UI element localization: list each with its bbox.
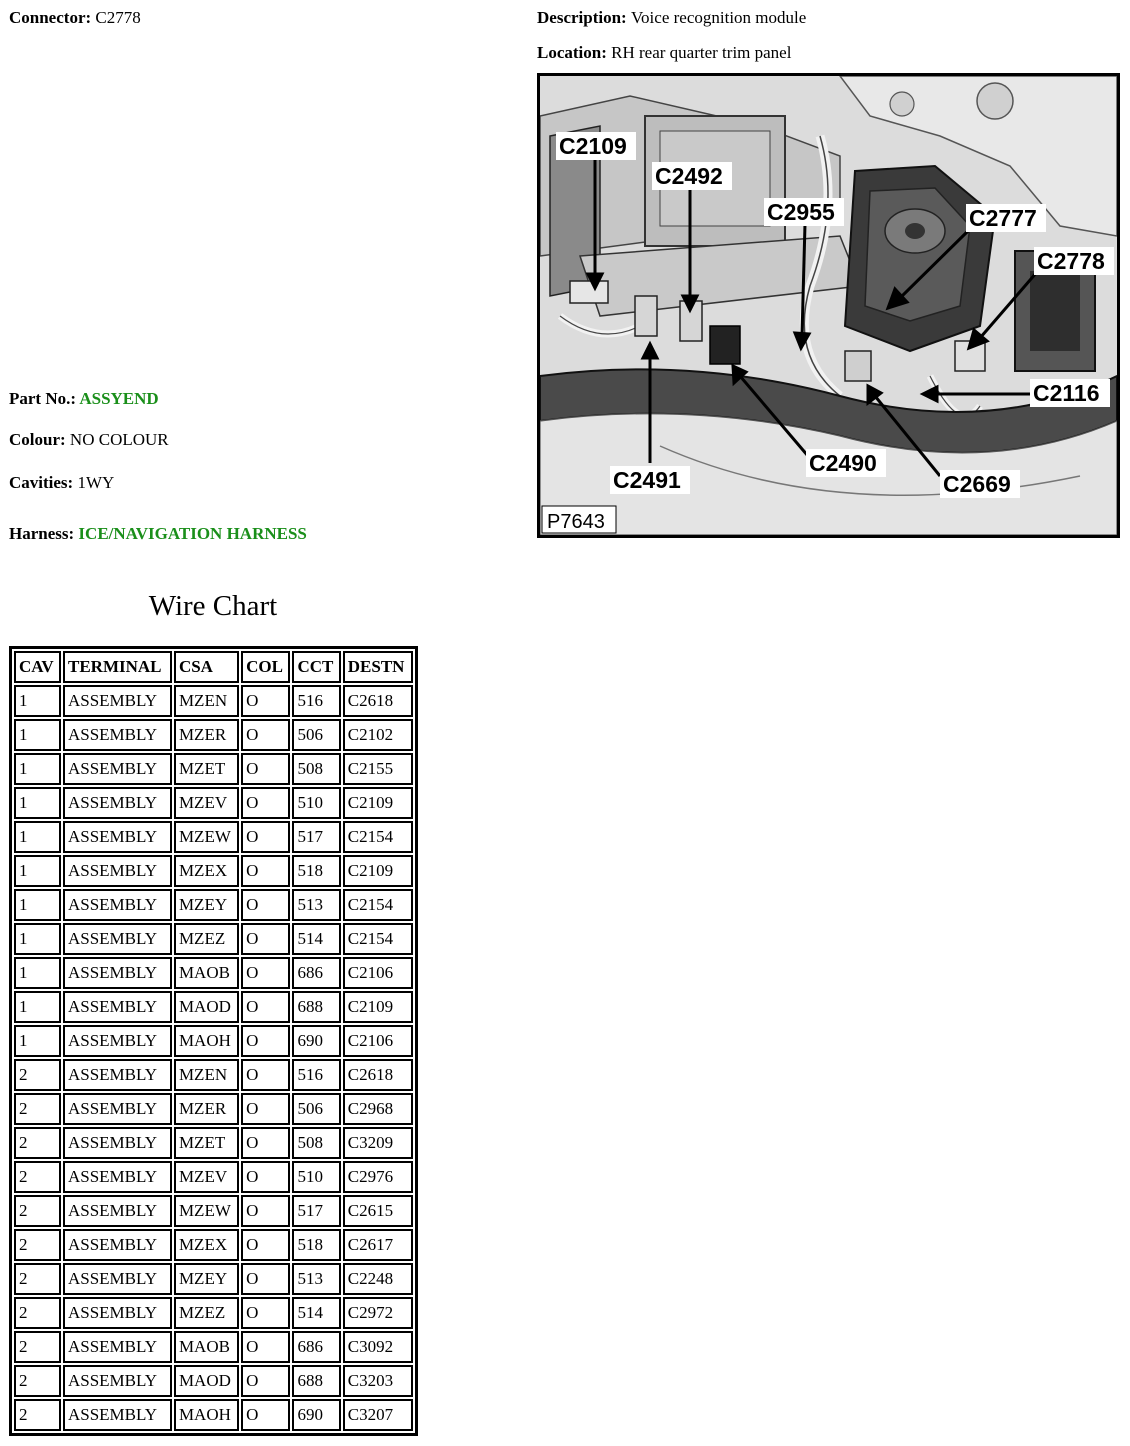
table-row — [14, 1229, 413, 1261]
cell-cav: 1 — [14, 685, 61, 717]
harness-link[interactable]: ICE/NAVIGATION HARNESS — [78, 524, 307, 543]
cell-col: O — [241, 719, 290, 751]
table-row — [14, 1195, 413, 1227]
cell-csa: MZEV — [174, 1161, 239, 1193]
cell-cct: 690 — [292, 1399, 340, 1431]
part-no-label: Part No.: — [9, 389, 77, 408]
column-header-terminal: TERMINAL — [63, 651, 172, 683]
cell-csa: MZET — [174, 1127, 239, 1159]
callout-c2777: C2777 — [969, 205, 1037, 231]
description-value: Voice recognition module — [630, 8, 807, 27]
cell-cct: 513 — [292, 889, 340, 921]
cell-terminal: ASSEMBLY — [63, 1093, 172, 1125]
cell-destn: C2155 — [343, 753, 413, 785]
cell-csa: MZEN — [174, 685, 239, 717]
table-row — [14, 753, 413, 785]
part-no-field — [9, 389, 159, 409]
colour-field — [9, 430, 169, 450]
cell-col: O — [241, 787, 290, 819]
cell-cav: 2 — [14, 1093, 61, 1125]
cell-destn: C2109 — [343, 855, 413, 887]
description-label: Description: — [537, 8, 627, 27]
table-row — [14, 1059, 413, 1091]
cell-destn: C3209 — [343, 1127, 413, 1159]
cell-col: O — [241, 1025, 290, 1057]
cell-cct: 690 — [292, 1025, 340, 1057]
table-row — [14, 889, 413, 921]
cell-cct: 506 — [292, 1093, 340, 1125]
cell-csa: MZEZ — [174, 1297, 239, 1329]
cell-csa: MZEY — [174, 1263, 239, 1295]
cell-destn: C3092 — [343, 1331, 413, 1363]
cell-terminal: ASSEMBLY — [63, 1365, 172, 1397]
cell-col: O — [241, 1229, 290, 1261]
cell-terminal: ASSEMBLY — [63, 1127, 172, 1159]
cell-csa: MAOD — [174, 1365, 239, 1397]
cell-col: O — [241, 889, 290, 921]
cell-destn: C2248 — [343, 1263, 413, 1295]
cell-destn: C2154 — [343, 821, 413, 853]
location-illustration — [540, 76, 1117, 535]
cell-cav: 1 — [14, 889, 61, 921]
cell-cav: 2 — [14, 1229, 61, 1261]
callout-c2778: C2778 — [1037, 248, 1105, 274]
connector-label: Connector: — [9, 8, 92, 27]
cell-cav: 1 — [14, 1025, 61, 1057]
table-row — [14, 855, 413, 887]
location-image — [537, 73, 1120, 538]
cell-destn: C2154 — [343, 923, 413, 955]
cell-col: O — [241, 1161, 290, 1193]
cell-csa: MZEY — [174, 889, 239, 921]
colour-value: NO COLOUR — [69, 430, 169, 449]
cell-cct: 510 — [292, 1161, 340, 1193]
cell-csa: MAOD — [174, 991, 239, 1023]
cell-cav: 1 — [14, 719, 61, 751]
cell-col: O — [241, 1127, 290, 1159]
cell-terminal: ASSEMBLY — [63, 1331, 172, 1363]
cell-terminal: ASSEMBLY — [63, 1059, 172, 1091]
cell-destn: C2972 — [343, 1297, 413, 1329]
cell-cav: 2 — [14, 1331, 61, 1363]
cell-cct: 506 — [292, 719, 340, 751]
cell-cct: 688 — [292, 991, 340, 1023]
cell-destn: C3203 — [343, 1365, 413, 1397]
harness-label: Harness: — [9, 524, 75, 543]
cell-col: O — [241, 1399, 290, 1431]
table-row — [14, 719, 413, 751]
cell-col: O — [241, 1331, 290, 1363]
cell-cav: 2 — [14, 1365, 61, 1397]
harness-field — [9, 524, 307, 544]
cell-cav: 1 — [14, 855, 61, 887]
cell-terminal: ASSEMBLY — [63, 821, 172, 853]
cell-destn: C2615 — [343, 1195, 413, 1227]
cell-csa: MAOH — [174, 1399, 239, 1431]
cell-csa: MZEW — [174, 1195, 239, 1227]
cell-col: O — [241, 821, 290, 853]
cell-cav: 1 — [14, 821, 61, 853]
cell-col: O — [241, 753, 290, 785]
cell-destn: C2102 — [343, 719, 413, 751]
cell-cct: 516 — [292, 685, 340, 717]
table-row — [14, 1399, 413, 1431]
cavities-field — [9, 473, 114, 493]
cavities-value: 1WY — [77, 473, 115, 492]
cell-terminal: ASSEMBLY — [63, 1195, 172, 1227]
location-field — [537, 43, 791, 63]
cell-terminal: ASSEMBLY — [63, 923, 172, 955]
cell-cct: 517 — [292, 821, 340, 853]
cell-cct: 517 — [292, 1195, 340, 1227]
cell-destn: C2618 — [343, 685, 413, 717]
cell-terminal: ASSEMBLY — [63, 889, 172, 921]
cell-col: O — [241, 1297, 290, 1329]
cell-cav: 1 — [14, 957, 61, 989]
cell-terminal: ASSEMBLY — [63, 1025, 172, 1057]
part-no-link[interactable]: ASSYEND — [79, 389, 159, 408]
cell-csa: MZET — [174, 753, 239, 785]
table-row — [14, 923, 413, 955]
cell-cct: 688 — [292, 1365, 340, 1397]
callout-c2116: C2116 — [1033, 380, 1100, 406]
cell-csa: MAOB — [174, 1331, 239, 1363]
cell-terminal: ASSEMBLY — [63, 787, 172, 819]
cell-terminal: ASSEMBLY — [63, 685, 172, 717]
cell-csa: MZEN — [174, 1059, 239, 1091]
cell-csa: MZEV — [174, 787, 239, 819]
wire-chart-table — [9, 646, 418, 1436]
cell-destn: C2618 — [343, 1059, 413, 1091]
cell-cct: 516 — [292, 1059, 340, 1091]
cell-destn: C2109 — [343, 991, 413, 1023]
cell-col: O — [241, 685, 290, 717]
column-header-csa: CSA — [174, 651, 239, 683]
table-row — [14, 1161, 413, 1193]
cell-csa: MZEX — [174, 1229, 239, 1261]
cell-cav: 1 — [14, 991, 61, 1023]
callout-c2955: C2955 — [767, 199, 835, 225]
wire-chart-header-row — [14, 651, 413, 683]
cell-col: O — [241, 1195, 290, 1227]
cell-terminal: ASSEMBLY — [63, 991, 172, 1023]
cell-csa: MZEZ — [174, 923, 239, 955]
table-row — [14, 1093, 413, 1125]
cell-col: O — [241, 855, 290, 887]
cell-cav: 2 — [14, 1263, 61, 1295]
cell-csa: MAOB — [174, 957, 239, 989]
connector-value: C2778 — [95, 8, 141, 27]
cell-destn: C2106 — [343, 1025, 413, 1057]
cell-cct: 686 — [292, 957, 340, 989]
image-ref-label: P7643 — [547, 511, 605, 533]
cavities-label: Cavities: — [9, 473, 74, 492]
cell-cct: 508 — [292, 753, 340, 785]
cell-col: O — [241, 957, 290, 989]
location-label: Location: — [537, 43, 607, 62]
location-value: RH rear quarter trim panel — [611, 43, 792, 62]
cell-terminal: ASSEMBLY — [63, 1229, 172, 1261]
description-field — [537, 8, 806, 28]
callout-c2669: C2669 — [943, 471, 1011, 497]
cell-csa: MZER — [174, 719, 239, 751]
column-header-destn: DESTN — [343, 651, 413, 683]
cell-terminal: ASSEMBLY — [63, 1263, 172, 1295]
cell-destn: C2154 — [343, 889, 413, 921]
cell-terminal: ASSEMBLY — [63, 1297, 172, 1329]
cell-destn: C2617 — [343, 1229, 413, 1261]
cell-csa: MZEW — [174, 821, 239, 853]
connector-field — [9, 8, 141, 28]
cell-cct: 518 — [292, 1229, 340, 1261]
cell-cav: 2 — [14, 1195, 61, 1227]
cell-col: O — [241, 991, 290, 1023]
cell-cct: 686 — [292, 1331, 340, 1363]
table-row — [14, 821, 413, 853]
cell-csa: MZER — [174, 1093, 239, 1125]
wire-chart-body — [14, 685, 413, 1431]
column-header-cct: CCT — [292, 651, 340, 683]
callout-c2491: C2491 — [613, 467, 681, 493]
cell-terminal: ASSEMBLY — [63, 1399, 172, 1431]
cell-cav: 1 — [14, 787, 61, 819]
table-row — [14, 1365, 413, 1397]
table-row — [14, 1025, 413, 1057]
cell-cav: 1 — [14, 923, 61, 955]
table-row — [14, 1331, 413, 1363]
table-row — [14, 957, 413, 989]
cell-terminal: ASSEMBLY — [63, 1161, 172, 1193]
cell-cct: 514 — [292, 923, 340, 955]
cell-col: O — [241, 923, 290, 955]
column-header-cav: CAV — [14, 651, 61, 683]
cell-destn: C3207 — [343, 1399, 413, 1431]
cell-col: O — [241, 1365, 290, 1397]
cell-cav: 2 — [14, 1161, 61, 1193]
cell-csa: MZEX — [174, 855, 239, 887]
colour-label: Colour: — [9, 430, 66, 449]
cell-terminal: ASSEMBLY — [63, 855, 172, 887]
cell-destn: C2106 — [343, 957, 413, 989]
cell-terminal: ASSEMBLY — [63, 753, 172, 785]
cell-cct: 513 — [292, 1263, 340, 1295]
table-row — [14, 787, 413, 819]
column-header-col: COL — [241, 651, 290, 683]
cell-cav: 2 — [14, 1059, 61, 1091]
cell-cav: 1 — [14, 753, 61, 785]
cell-destn: C2968 — [343, 1093, 413, 1125]
cell-col: O — [241, 1263, 290, 1295]
cell-cct: 518 — [292, 855, 340, 887]
cell-destn: C2109 — [343, 787, 413, 819]
cell-cav: 2 — [14, 1297, 61, 1329]
cell-terminal: ASSEMBLY — [63, 957, 172, 989]
cell-terminal: ASSEMBLY — [63, 719, 172, 751]
cell-cct: 510 — [292, 787, 340, 819]
callout-c2492: C2492 — [655, 163, 723, 189]
cell-csa: MAOH — [174, 1025, 239, 1057]
callout-c2490: C2490 — [809, 450, 877, 476]
callout-c2109: C2109 — [559, 133, 627, 159]
table-row — [14, 685, 413, 717]
cell-destn: C2976 — [343, 1161, 413, 1193]
table-row — [14, 991, 413, 1023]
wire-chart-title: Wire Chart — [148, 590, 278, 622]
cell-cct: 514 — [292, 1297, 340, 1329]
table-row — [14, 1263, 413, 1295]
cell-cav: 2 — [14, 1399, 61, 1431]
cell-col: O — [241, 1093, 290, 1125]
cell-col: O — [241, 1059, 290, 1091]
table-row — [14, 1297, 413, 1329]
cell-cav: 2 — [14, 1127, 61, 1159]
cell-cct: 508 — [292, 1127, 340, 1159]
table-row — [14, 1127, 413, 1159]
